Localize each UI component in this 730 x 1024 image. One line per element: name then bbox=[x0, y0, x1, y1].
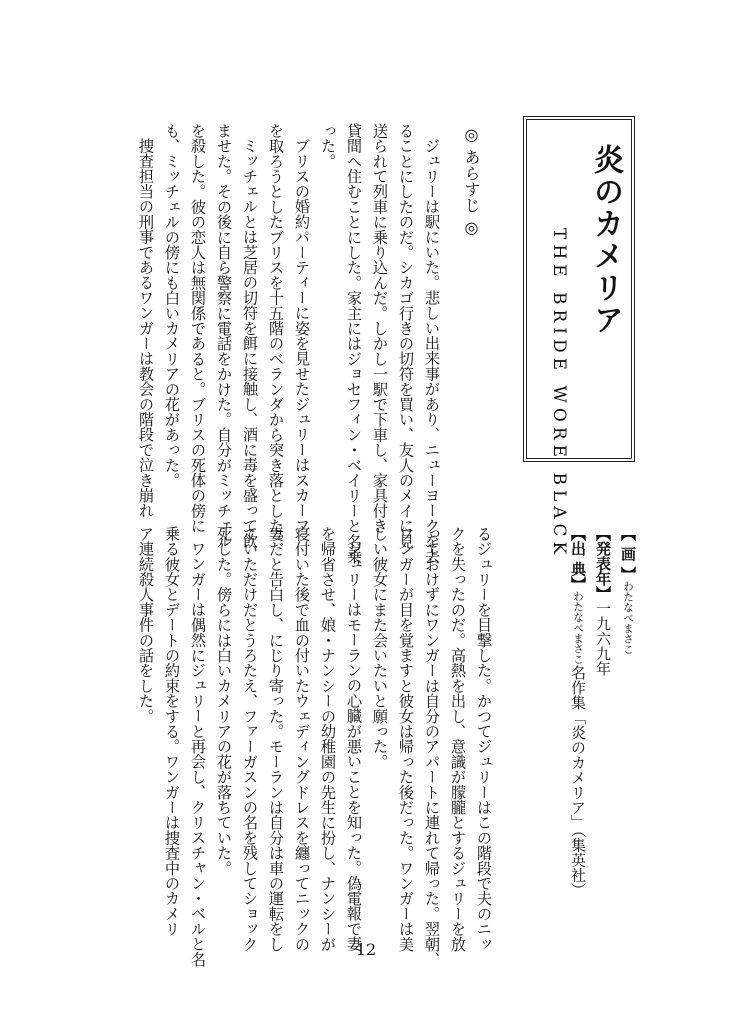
lower-col-11: 死した。傍らには白いカメリアの花が落ちていた。 bbox=[215, 526, 233, 876]
synopsis-heading: ◎ あらすじ ◎ bbox=[462, 125, 481, 238]
lower-col-3: っておけずにワンガーは自分のアパートに連れて帰った。翌朝、 bbox=[423, 526, 441, 967]
upper-col-9: ませた。その後に自ら警察に電話をかけた。自分がミッチェル bbox=[215, 123, 233, 549]
title-box bbox=[523, 116, 635, 560]
page-number: 12 bbox=[355, 940, 377, 959]
info-block bbox=[565, 526, 640, 897]
lower-col-5: しい彼女にまた会いたいと願った。 bbox=[371, 526, 389, 770]
upper-col-7: を取ろうとしたブリスを十五階のベランダから突き落とした。 bbox=[267, 123, 285, 549]
info-year: 【発表年】一九六九年 bbox=[594, 526, 612, 676]
lower-col-9: 妻だと告白し、にじり寄った。モーランは自分は車の運転をし bbox=[267, 526, 285, 952]
lower-col-8: 寝付いた後で血の付いたウェディングドレスを纏ってニックの bbox=[293, 526, 311, 952]
lower-col-10: ていただけだとうろたえ、ファーガスンの名を残してショック bbox=[241, 526, 259, 952]
title-main: 炎のカメリア bbox=[588, 144, 623, 336]
upper-col-10: を殺した。彼の恋人は無関係であると。ブリスの死体の傍に bbox=[189, 123, 207, 534]
lower-col-7: を帰省させ、娘・ナンシーの幼稚園の先生に扮し、ナンシーが bbox=[319, 526, 337, 952]
lower-col-12: ワンガーは偶然にジュリーと再会し、クリスチャン・ベルと名 bbox=[189, 541, 207, 967]
upper-col-1: ジュリーは駅にいた。悲しい出来事があり、ニューヨークを去 bbox=[423, 138, 441, 564]
title-english: THE BRIDE WORE BLACK bbox=[549, 228, 569, 560]
upper-col-2: ることにしたのだ。シカゴ行きの切符を買い、友人のメイに見 bbox=[397, 123, 415, 549]
info-source: 【出 典】わたなべまさこ名作集「炎のカメリア」（集英社） bbox=[569, 526, 587, 898]
lower-col-1: るジュリーを目撃した。かつてジュリーはこの階段で夫のニッ bbox=[475, 526, 493, 952]
info-artist: 【 画 】わたなべまさこ bbox=[619, 526, 637, 655]
upper-col-5: った。 bbox=[319, 123, 337, 169]
lower-col-6: ジュリーはモーランの心臓が悪いことを知った。偽電報で妻 bbox=[345, 541, 363, 952]
upper-col-8: ミッチェルとは芝居の切符を餌に接触し、酒に毒を盛って飲 bbox=[241, 138, 259, 549]
upper-col-3: 送られて列車に乗り込んだ。しかし一駅で下車し、家具付き bbox=[371, 123, 389, 534]
upper-col-11: も、ミッチェルの傍にも白いカメリアの花があった。 bbox=[163, 123, 181, 488]
lower-col-13: 乗る彼女とデートの約束をする。ワンガーは捜査中のカメリ bbox=[163, 526, 181, 937]
lower-col-2: クを失ったのだ。高熱を出し、意識が朦朧とするジュリーを放 bbox=[449, 526, 467, 952]
upper-col-4: 貸間へ住むことにした。家主にはジョセフィン・ベイリーと名乗 bbox=[345, 123, 363, 564]
lower-col-14: ア連続殺人事件の話をした。 bbox=[137, 526, 155, 724]
upper-col-6: ブリスの婚約パーティーに姿を見せたジュリーはスカーフ bbox=[293, 138, 311, 534]
upper-col-12: 捜査担当の刑事であるワンガーは教会の階段で泣き崩れ bbox=[137, 138, 155, 518]
lower-col-4: ワンガーが目を覚ますと彼女は帰った後だった。ワンガーは美 bbox=[397, 526, 415, 952]
